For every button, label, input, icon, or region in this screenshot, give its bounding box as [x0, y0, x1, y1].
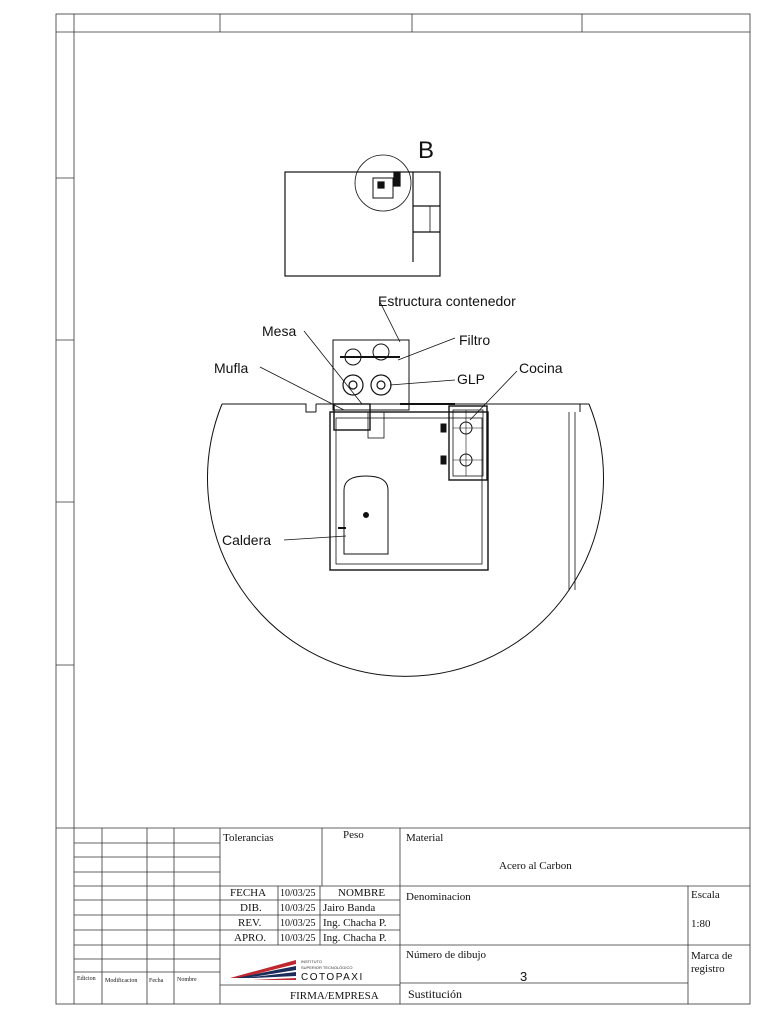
rev-date: 10/03/25 [280, 918, 316, 929]
svg-text:COTOPAXI: COTOPAXI [301, 972, 364, 983]
rev-header-nombre: Nombre [177, 977, 197, 983]
apro-role: APRO. [234, 932, 267, 944]
rev-header-edicion: Edicion [77, 976, 96, 982]
numero-label: Número de dibujo [406, 949, 487, 961]
dib-date: 10/03/25 [280, 903, 316, 914]
apro-date: 10/03/25 [280, 933, 316, 944]
rev-header-modificacion: Modificacion [105, 978, 138, 984]
label-glp: GLP [457, 371, 486, 387]
marca-label: Marca de registro [691, 950, 733, 975]
fecha-date: 10/03/25 [280, 888, 316, 899]
label-caldera: Caldera [222, 532, 272, 548]
label-mesa: Mesa [262, 323, 297, 339]
label-cocina: Cocina [519, 360, 563, 376]
svg-text:SUPERIOR TECNOLÓGICO: SUPERIOR TECNOLÓGICO [301, 965, 353, 970]
numero-value: 3 [520, 969, 528, 984]
sheet-frame [56, 14, 750, 1004]
label-filtro: Filtro [459, 332, 491, 348]
rev-name: Ing. Chacha P. [323, 917, 387, 929]
rev-role: REV. [238, 917, 262, 929]
detail-letter: B [418, 137, 435, 164]
cotopaxi-logo [230, 959, 364, 983]
dib-name: Jairo Banda [323, 902, 376, 914]
material-value: Acero al Carbon [499, 860, 572, 872]
denominacion-label: Denominacion [406, 891, 471, 903]
nombre-label: NOMBRE [338, 887, 386, 899]
tolerancias-label: Tolerancias [223, 832, 274, 844]
title-block-grid [74, 828, 750, 1004]
dib-role: DIB. [240, 902, 262, 914]
detail-b-view [207, 302, 603, 676]
rev-header-fecha: Fecha [149, 978, 164, 984]
peso-label: Peso [343, 829, 364, 841]
svg-text:INSTITUTO: INSTITUTO [301, 959, 323, 964]
escala-label: Escala [691, 889, 720, 901]
apro-name: Ing. Chacha P. [323, 932, 387, 944]
sustitucion-label: Sustitución [408, 987, 463, 1001]
fecha-label: FECHA [230, 887, 267, 899]
label-mufla: Mufla [214, 360, 249, 376]
escala-value: 1:80 [691, 918, 711, 930]
material-label: Material [406, 832, 444, 844]
firma-label: FIRMA/EMPRESA [290, 990, 379, 1002]
label-estructura: Estructura contenedor [378, 293, 516, 309]
top-plan-view [285, 155, 440, 276]
